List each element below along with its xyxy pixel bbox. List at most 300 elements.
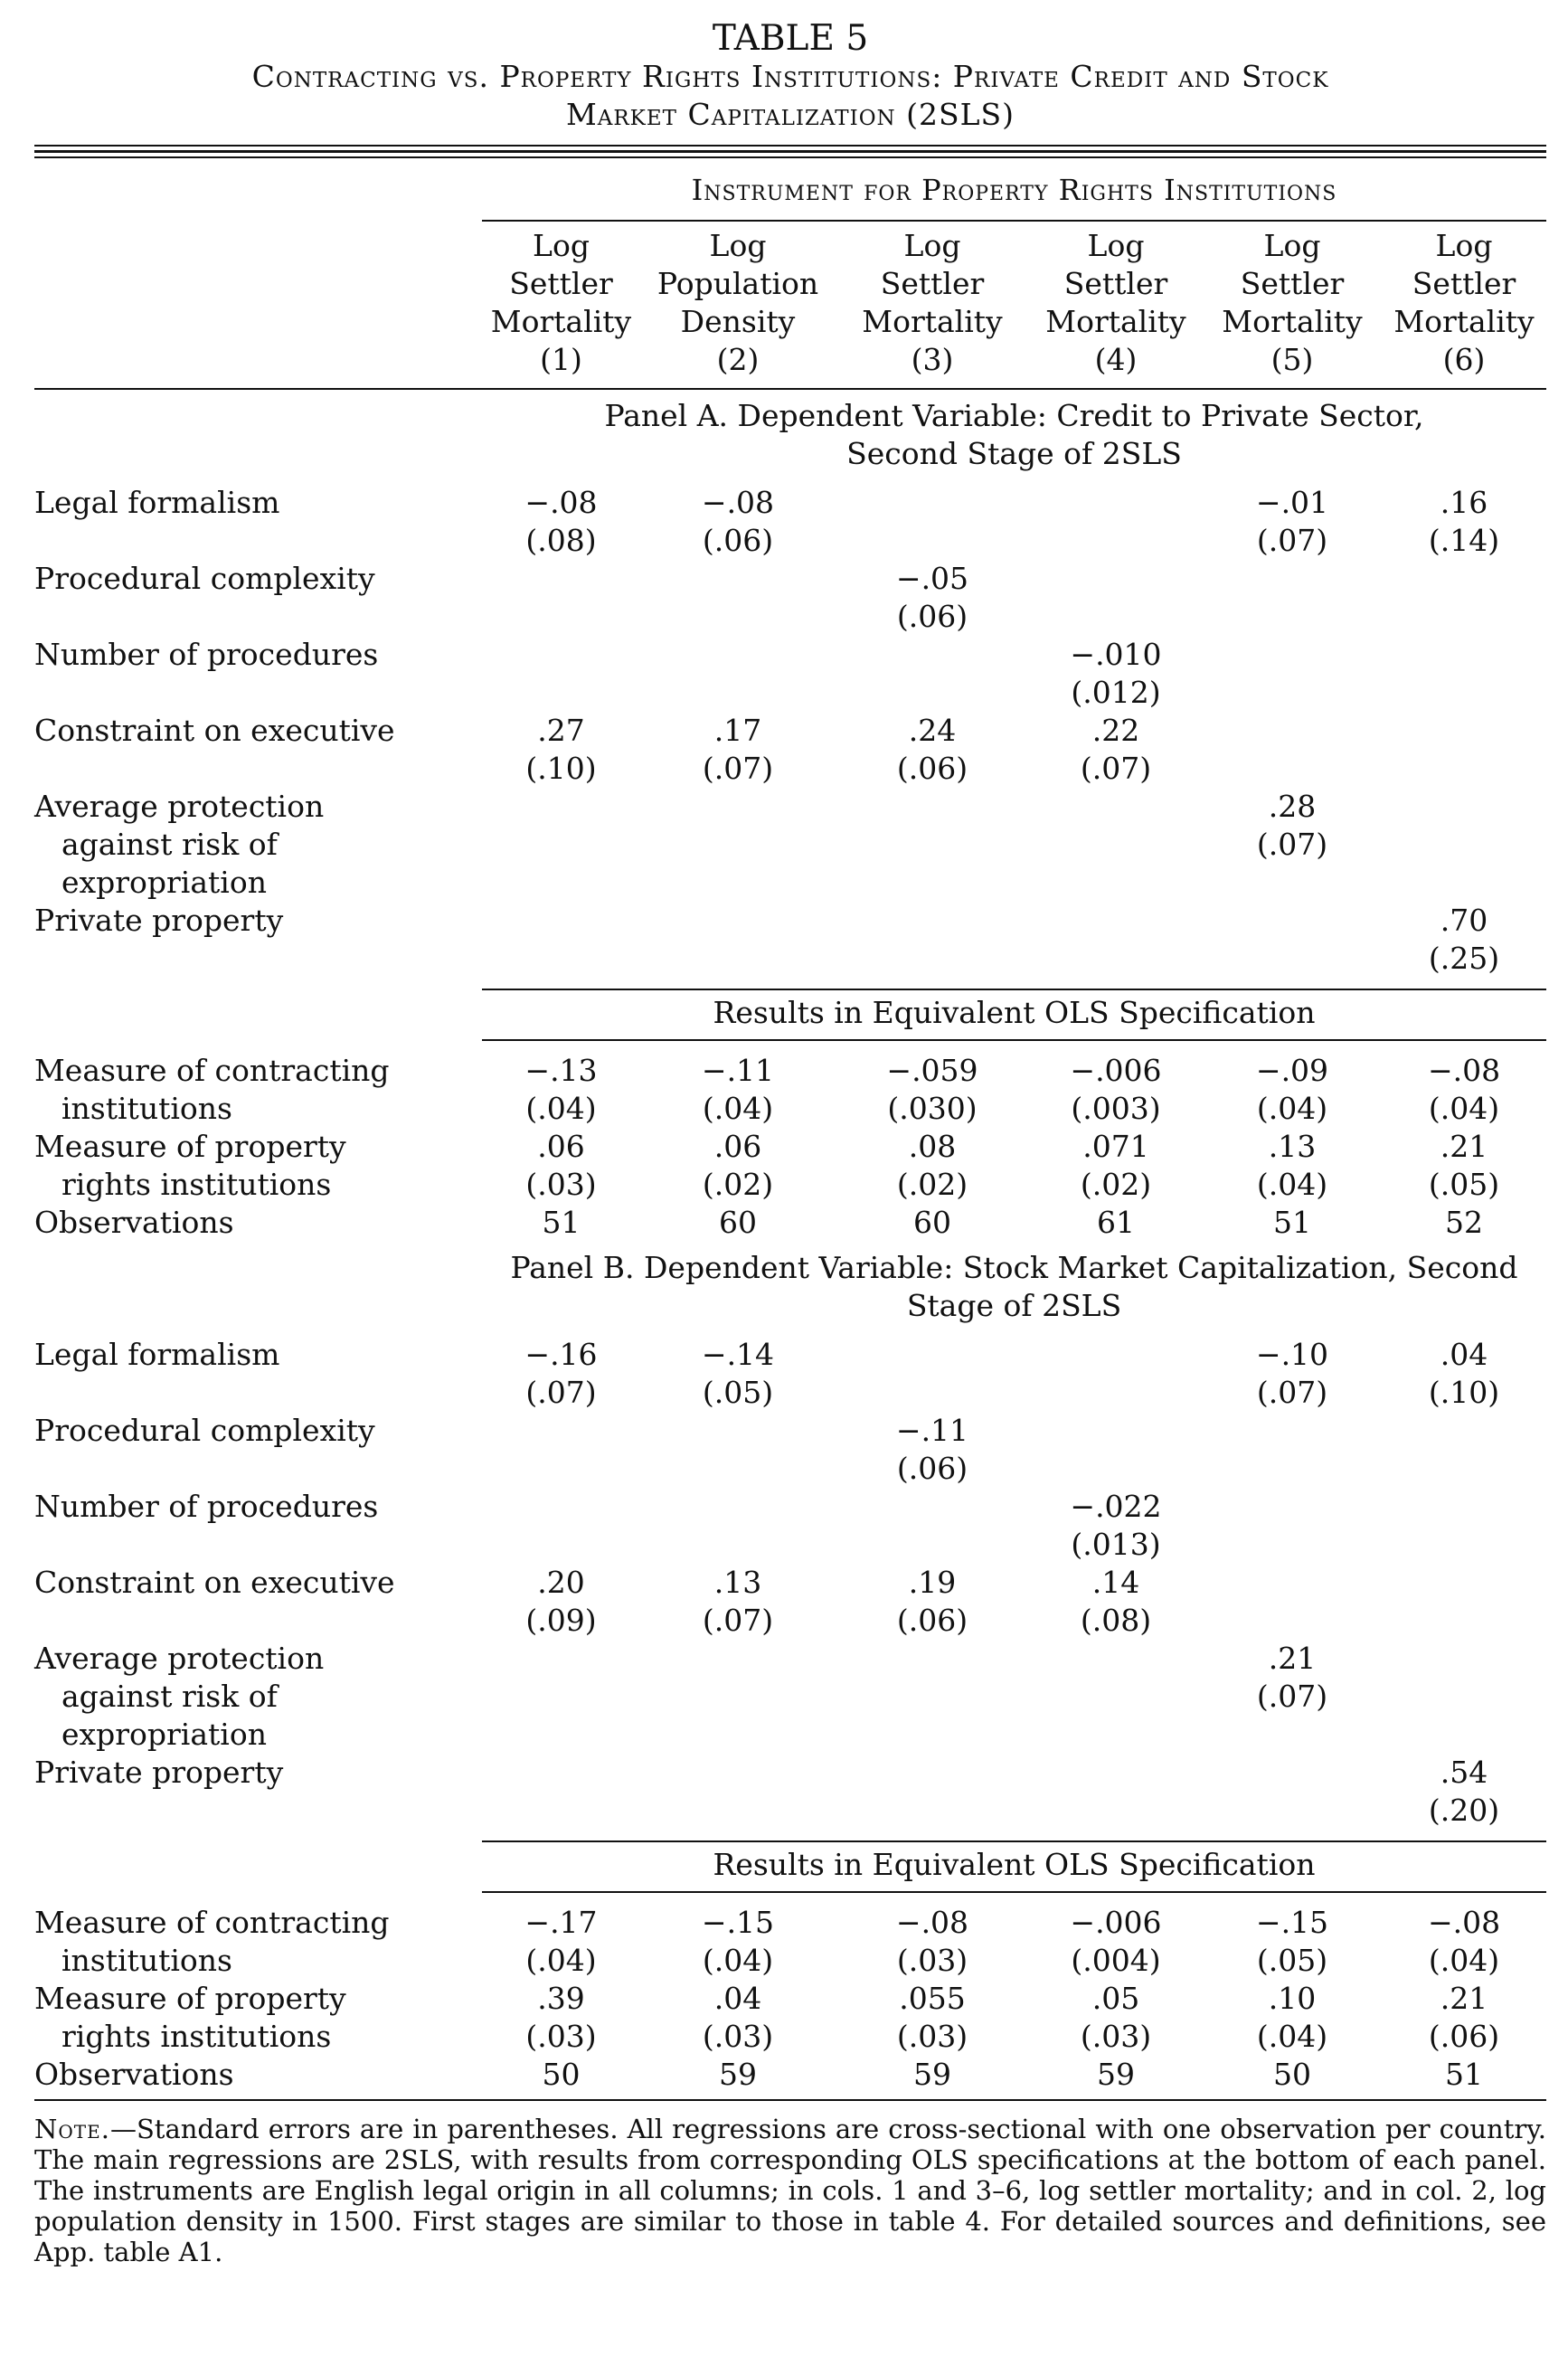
value-cell	[1382, 902, 1546, 978]
value-cell	[1382, 1488, 1546, 1564]
standard-error: (.03)	[525, 1167, 597, 1202]
coefficient: −.08	[895, 1905, 969, 1940]
observations-value: 52	[1445, 1205, 1483, 1240]
standard-error: (.08)	[525, 523, 597, 558]
spacer-row	[34, 1830, 1546, 1841]
standard-error: (.06)	[896, 1451, 968, 1486]
observations-value: 51	[1445, 2057, 1483, 2092]
value-cell	[1029, 1564, 1203, 1640]
row-label-line: Private property	[34, 903, 284, 938]
value-cell	[482, 1564, 640, 1640]
observations-row	[34, 2056, 1546, 2094]
row-label-line: against risk of	[61, 827, 278, 862]
standard-error: (.012)	[1071, 675, 1161, 710]
data-row	[34, 1052, 1546, 1128]
standard-error: (.20)	[1428, 1793, 1500, 1828]
value-cell	[482, 484, 640, 560]
panel-title-row	[34, 389, 1546, 484]
standard-error: (.08)	[1080, 1603, 1152, 1638]
row-label-line: Measure of property	[34, 1129, 346, 1164]
data-row	[34, 1488, 1546, 1564]
coefficient: .16	[1440, 485, 1488, 520]
row-label-line: Average protection	[34, 789, 325, 824]
row-label	[34, 560, 482, 636]
value-cell	[1203, 1564, 1382, 1640]
value-cell	[836, 712, 1029, 788]
data-row	[34, 788, 1546, 902]
value-cell	[1203, 788, 1382, 902]
coefficient: .70	[1440, 903, 1488, 938]
value-cell	[640, 484, 836, 560]
column-header-line: Mortality	[1045, 304, 1186, 339]
stub-cell	[34, 158, 482, 221]
coefficient: .21	[1268, 1641, 1317, 1676]
column-header-line: Mortality	[1222, 304, 1363, 339]
value-cell	[482, 1754, 640, 1830]
column-header-line: Log	[1087, 228, 1145, 263]
ols-title-row	[34, 1841, 1546, 1892]
coefficient: −.08	[701, 485, 775, 520]
standard-error: (.03)	[896, 1943, 968, 1978]
column-header-line: Mortality	[1393, 304, 1535, 339]
row-label	[34, 636, 482, 712]
value-cell	[640, 1754, 836, 1830]
standard-error: (.030)	[887, 1091, 978, 1126]
value-cell	[836, 1980, 1029, 2056]
value-cell	[836, 1488, 1029, 1564]
standard-error: (.06)	[1428, 2019, 1500, 2054]
coefficient: −.08	[1427, 1053, 1501, 1088]
stub-cell	[34, 989, 482, 1040]
value-cell	[640, 1336, 836, 1412]
row-label-line: Average protection	[34, 1641, 325, 1676]
stub-cell	[34, 1242, 482, 1336]
value-cell	[640, 788, 836, 902]
row-label	[34, 788, 482, 902]
value-cell	[1029, 1128, 1203, 1204]
note-label: Note.	[34, 2114, 110, 2144]
value-cell	[1203, 1412, 1382, 1488]
standard-error: (.06)	[896, 599, 968, 634]
standard-error: (.07)	[1256, 523, 1328, 558]
column-header	[1029, 221, 1203, 389]
row-label	[34, 1412, 482, 1488]
spacer	[34, 978, 1546, 989]
coefficient: .04	[1440, 1337, 1488, 1372]
standard-error: (.07)	[1256, 1375, 1328, 1410]
row-label-line: against risk of	[61, 1679, 278, 1714]
observations-value: 59	[719, 2057, 757, 2092]
stub-cell	[34, 1841, 482, 1892]
value-cell	[482, 902, 640, 978]
coefficient: .54	[1440, 1755, 1488, 1790]
value-cell	[1382, 1980, 1546, 2056]
row-label	[34, 1336, 482, 1412]
row-label	[34, 1488, 482, 1564]
value-cell	[1382, 560, 1546, 636]
row-label-line: Procedural complexity	[34, 561, 375, 596]
row-label-line: rights institutions	[61, 1167, 332, 1202]
column-header-line: Population	[656, 266, 819, 301]
coefficient: .27	[537, 713, 585, 748]
value-cell	[1029, 1052, 1203, 1128]
spacer	[34, 1830, 1546, 1841]
value-cell	[836, 1754, 1029, 1830]
row-label-line: Constraint on executive	[34, 713, 395, 748]
instrument-header-row	[34, 158, 1546, 221]
value-cell	[1029, 712, 1203, 788]
coefficient: .13	[1268, 1129, 1317, 1164]
table-title-line-1: Contracting vs. Property Rights Institutions: Private Credit and Stock	[251, 59, 1329, 94]
coefficient: −.05	[895, 561, 969, 596]
value-cell	[640, 1412, 836, 1488]
data-row	[34, 1128, 1546, 1204]
column-header-line: Density	[680, 304, 796, 339]
value-cell	[1203, 1980, 1382, 2056]
row-label-line: Measure of contracting	[34, 1053, 390, 1088]
standard-error: (.07)	[702, 1603, 774, 1638]
column-header-line: Settler	[509, 266, 613, 301]
coefficient: −.08	[1427, 1905, 1501, 1940]
panel-title	[482, 389, 1546, 484]
coefficient: −.08	[524, 485, 598, 520]
value-cell	[836, 1128, 1029, 1204]
coefficient: .22	[1091, 713, 1140, 748]
standard-error: (.02)	[702, 1167, 774, 1202]
data-row	[34, 1980, 1546, 2056]
coefficient: .05	[1091, 1981, 1140, 2016]
value-cell	[1203, 1904, 1382, 1980]
coefficient: .21	[1440, 1129, 1488, 1164]
column-header-line: (5)	[1270, 342, 1314, 377]
value-cell	[1029, 1412, 1203, 1488]
value-cell	[482, 1640, 640, 1754]
column-header	[1382, 221, 1546, 389]
row-label	[34, 484, 482, 560]
coefficient: .20	[537, 1565, 585, 1600]
value-cell	[836, 1640, 1029, 1754]
column-header-line: Log	[709, 228, 767, 263]
value-cell	[1203, 1336, 1382, 1412]
value-cell	[1382, 712, 1546, 788]
coefficient: .13	[713, 1565, 762, 1600]
value-cell	[482, 636, 640, 712]
column-header-line: Mortality	[862, 304, 1003, 339]
coefficient: .19	[908, 1565, 957, 1600]
coefficient: .08	[908, 1129, 957, 1164]
value-cell	[1382, 1336, 1546, 1412]
value-cell	[1029, 636, 1203, 712]
value-cell	[482, 788, 640, 902]
row-label-line: Legal formalism	[34, 1337, 280, 1372]
value-cell	[836, 560, 1029, 636]
spacer	[34, 1892, 1546, 1904]
panel-title	[482, 1242, 1546, 1336]
coefficient: .04	[713, 1981, 762, 2016]
row-label-line: Number of procedures	[34, 637, 379, 672]
value-cell	[1203, 636, 1382, 712]
value-cell	[836, 484, 1029, 560]
standard-error: (.07)	[1256, 1679, 1328, 1714]
row-label	[34, 1052, 482, 1128]
coefficient: .39	[537, 1981, 585, 2016]
value-cell	[1029, 560, 1203, 636]
standard-error: (.03)	[702, 2019, 774, 2054]
value-cell	[640, 1980, 836, 2056]
table-number: TABLE 5	[712, 18, 869, 59]
value-cell	[1029, 1640, 1203, 1754]
coefficient: .071	[1082, 1129, 1149, 1164]
standard-error: (.10)	[1428, 1375, 1500, 1410]
standard-error: (.06)	[896, 751, 968, 786]
standard-error: (.25)	[1428, 941, 1500, 976]
value-cell	[1203, 484, 1382, 560]
value-cell	[640, 636, 836, 712]
value-cell	[482, 1904, 640, 1980]
standard-error: (.03)	[896, 2019, 968, 2054]
observations-value: 60	[913, 1205, 951, 1240]
coefficient: .28	[1268, 789, 1317, 824]
column-header-line: Log	[1263, 228, 1321, 263]
stub-cell	[34, 389, 482, 484]
observations-value: 51	[1273, 1205, 1311, 1240]
coefficient: −.059	[886, 1053, 978, 1088]
value-cell	[1203, 1640, 1382, 1754]
data-row	[34, 484, 1546, 560]
value-cell	[482, 1128, 640, 1204]
standard-error: (.04)	[525, 1091, 597, 1126]
coefficient: −.10	[1255, 1337, 1329, 1372]
coefficient: −.022	[1070, 1489, 1162, 1524]
row-label	[34, 712, 482, 788]
observations-value: 60	[719, 1205, 757, 1240]
row-label	[34, 1564, 482, 1640]
value-cell	[836, 636, 1029, 712]
value-cell	[1382, 484, 1546, 560]
row-label	[34, 902, 482, 978]
value-cell	[1029, 788, 1203, 902]
coefficient: −.11	[895, 1413, 969, 1448]
row-label-line: Number of procedures	[34, 1489, 379, 1524]
value-cell	[1029, 484, 1203, 560]
value-cell	[836, 1412, 1029, 1488]
coefficient: .10	[1268, 1981, 1317, 2016]
coefficient: −.09	[1255, 1053, 1329, 1088]
ols-title: Results in Equivalent OLS Specification	[482, 1841, 1546, 1892]
row-label	[34, 1128, 482, 1204]
standard-error: (.04)	[1428, 1091, 1500, 1126]
value-cell	[1029, 1336, 1203, 1412]
standard-error: (.04)	[1428, 1943, 1500, 1978]
row-label-line: rights institutions	[61, 2019, 332, 2054]
observations-value: 59	[1097, 2057, 1135, 2092]
column-header-line: (2)	[716, 342, 760, 377]
coefficient: −.16	[524, 1337, 598, 1372]
column-header-line: (4)	[1094, 342, 1138, 377]
spacer-row	[34, 1040, 1546, 1052]
standard-error: (.03)	[525, 2019, 597, 2054]
standard-error: (.04)	[1256, 2019, 1328, 2054]
standard-error: (.02)	[896, 1167, 968, 1202]
coefficient: .055	[899, 1981, 966, 2016]
coefficient: −.010	[1070, 637, 1162, 672]
value-cell	[640, 1052, 836, 1128]
value-cell	[1382, 1640, 1546, 1754]
standard-error: (.02)	[1080, 1167, 1152, 1202]
value-cell	[1029, 1754, 1203, 1830]
value-cell	[1382, 1052, 1546, 1128]
standard-error: (.07)	[1080, 751, 1152, 786]
row-label-line: Private property	[34, 1755, 284, 1790]
column-header-line: Settler	[1412, 266, 1516, 301]
standard-error: (.04)	[1256, 1091, 1328, 1126]
value-cell	[640, 902, 836, 978]
spacer-row	[34, 1892, 1546, 1904]
value-cell	[482, 1412, 640, 1488]
value-cell	[1029, 902, 1203, 978]
column-header-line: (3)	[911, 342, 954, 377]
row-label	[34, 1640, 482, 1754]
value-cell	[1382, 636, 1546, 712]
value-cell	[1382, 1412, 1546, 1488]
coefficient: .14	[1091, 1565, 1140, 1600]
standard-error: (.003)	[1071, 1091, 1161, 1126]
standard-error: (.06)	[896, 1603, 968, 1638]
value-cell	[836, 1564, 1029, 1640]
coefficient: −.15	[1255, 1905, 1329, 1940]
coefficient: −.14	[701, 1337, 775, 1372]
coefficient: .06	[713, 1129, 762, 1164]
row-label	[34, 1980, 482, 2056]
standard-error: (.013)	[1071, 1527, 1161, 1562]
value-cell	[836, 1336, 1029, 1412]
row-label-line: Measure of contracting	[34, 1905, 390, 1940]
value-cell	[836, 1052, 1029, 1128]
column-header-line: Settler	[1240, 266, 1345, 301]
spacer-row	[34, 978, 1546, 989]
value-cell	[482, 712, 640, 788]
value-cell	[482, 1488, 640, 1564]
value-cell	[1382, 788, 1546, 902]
value-cell	[482, 560, 640, 636]
value-cell	[1203, 902, 1382, 978]
value-cell	[1203, 1052, 1382, 1128]
note-text: —Standard errors are in parentheses. All regressions are cross-sectional with one observation per country. The main regressions are 2SLS, with results from corresponding OLS specifications at the bottom of each panel. The instruments are English legal origin in all columns; in cols. 1 and 3–6, log settler mortality; and in col. 2, log population density in 1500. First stages are similar to those in table 4. For detailed sources and definitions, see App. table A1.	[34, 2114, 1546, 2267]
row-label-line: Measure of property	[34, 1981, 346, 2016]
value-cell	[836, 1904, 1029, 1980]
standard-error: (.004)	[1071, 1943, 1161, 1978]
coefficient: .24	[908, 713, 957, 748]
observations-value: 50	[1273, 2057, 1311, 2092]
standard-error: (.10)	[525, 751, 597, 786]
standard-error: (.07)	[1256, 827, 1328, 862]
coefficient: −.15	[701, 1905, 775, 1940]
value-cell	[1203, 712, 1382, 788]
standard-error: (.04)	[702, 1091, 774, 1126]
data-row	[34, 1754, 1546, 1830]
standard-error: (.06)	[702, 523, 774, 558]
value-cell	[482, 1052, 640, 1128]
column-header	[1203, 221, 1382, 389]
coefficient: −.13	[524, 1053, 598, 1088]
coefficient: −.006	[1070, 1053, 1162, 1088]
value-cell	[640, 1640, 836, 1754]
panel-title-line-2: Second Stage of 2SLS	[846, 436, 1182, 471]
value-cell	[1203, 1488, 1382, 1564]
ols-title: Results in Equivalent OLS Specification	[482, 989, 1546, 1040]
observations-row	[34, 1204, 1546, 1242]
row-label-line: expropriation	[61, 1717, 267, 1752]
column-header	[640, 221, 836, 389]
value-cell	[640, 560, 836, 636]
data-row	[34, 1640, 1546, 1754]
row-label-line: Procedural complexity	[34, 1413, 375, 1448]
column-header-line: Log	[1435, 228, 1493, 263]
value-cell	[640, 712, 836, 788]
standard-error: (.05)	[1428, 1167, 1500, 1202]
panel-title-row	[34, 1242, 1546, 1336]
standard-error: (.09)	[525, 1603, 597, 1638]
observations-value: 50	[542, 2057, 581, 2092]
standard-error: (.04)	[525, 1943, 597, 1978]
column-header-line: Settler	[880, 266, 985, 301]
data-row	[34, 712, 1546, 788]
row-label-line: Legal formalism	[34, 485, 280, 520]
data-row	[34, 1412, 1546, 1488]
value-cell	[640, 1128, 836, 1204]
value-cell	[640, 1488, 836, 1564]
column-header-line: Settler	[1063, 266, 1168, 301]
spacer	[34, 1040, 1546, 1052]
coefficient: −.11	[701, 1053, 775, 1088]
row-label	[34, 1904, 482, 1980]
ols-title-row	[34, 989, 1546, 1040]
observations-label: Observations	[34, 2057, 234, 2092]
panel-title-line-1: Panel A. Dependent Variable: Credit to Private Sector,	[604, 398, 1424, 433]
bottom-rule	[34, 2099, 1546, 2101]
data-row	[34, 1564, 1546, 1640]
column-header-line: (6)	[1442, 342, 1486, 377]
stub-cell	[34, 221, 482, 389]
standard-error: (.05)	[702, 1375, 774, 1410]
coefficient: .21	[1440, 1981, 1488, 2016]
observations-value: 59	[913, 2057, 951, 2092]
value-cell	[836, 788, 1029, 902]
value-cell	[1203, 560, 1382, 636]
observations-value: 51	[542, 1205, 581, 1240]
value-cell	[1203, 1754, 1382, 1830]
value-cell	[1029, 1980, 1203, 2056]
value-cell	[1203, 1128, 1382, 1204]
value-cell	[1382, 1904, 1546, 1980]
value-cell	[836, 902, 1029, 978]
row-label-line: institutions	[61, 1091, 232, 1126]
observations-value: 61	[1097, 1205, 1135, 1240]
value-cell	[640, 1904, 836, 1980]
row-label-line: institutions	[61, 1943, 232, 1978]
table-title-line-2: Market Capitalization (2SLS)	[565, 97, 1015, 132]
row-label	[34, 1754, 482, 1830]
column-header-row	[34, 221, 1546, 389]
coefficient: −.17	[524, 1905, 598, 1940]
standard-error: (.07)	[525, 1375, 597, 1410]
standard-error: (.07)	[702, 751, 774, 786]
column-header-line: Mortality	[490, 304, 632, 339]
coefficient: .17	[713, 713, 762, 748]
coefficient: −.01	[1255, 485, 1329, 520]
value-cell	[640, 1564, 836, 1640]
data-row	[34, 1904, 1546, 1980]
